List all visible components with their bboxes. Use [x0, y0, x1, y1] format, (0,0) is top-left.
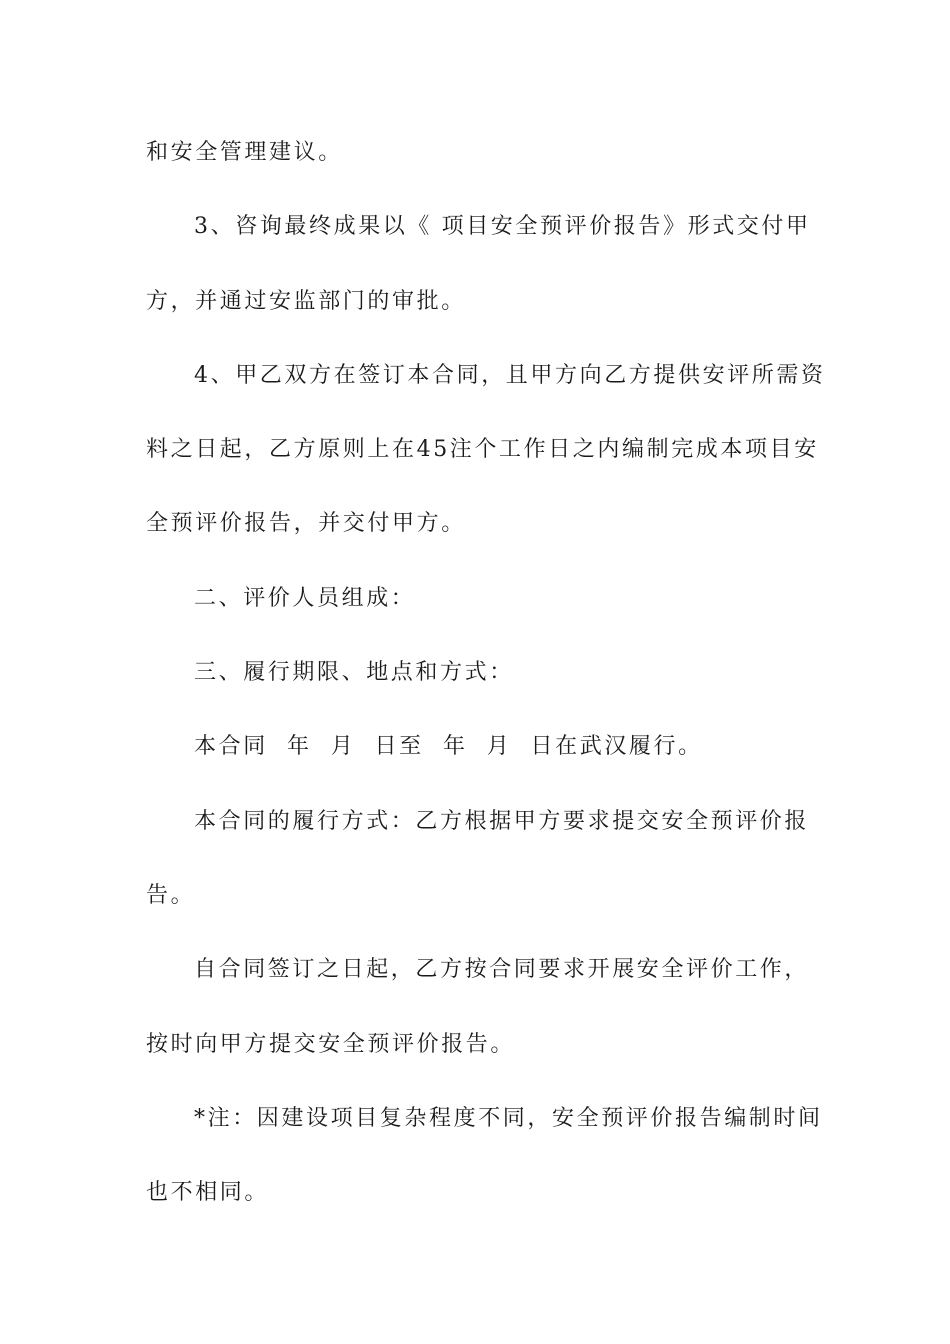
text-line: 方，并通过安监部门的审批。: [146, 289, 466, 314]
note-line: 也不相同。: [146, 1180, 270, 1205]
text-line: 全预评价报告，并交付甲方。: [146, 511, 466, 536]
text-line: 告。: [146, 883, 196, 908]
text-line: 料之日起，乙方原则上在45注个工作日之内编制完成本项目安: [146, 437, 819, 462]
text-line: 和安全管理建议。: [146, 140, 343, 165]
text-line: 3、咨询最终成果以《 项目安全预评价报告》形式交付甲: [194, 214, 811, 239]
section-heading: 二、评价人员组成：: [194, 586, 416, 611]
note-line: *注：因建设项目复杂程度不同，安全预评价报告编制时间: [194, 1106, 823, 1131]
text-line: 自合同签订之日起，乙方按合同要求开展安全评价工作，: [194, 957, 810, 982]
text-line: 4、甲乙双方在签订本合同，且甲方向乙方提供安评所需资: [194, 363, 826, 388]
text-line: 本合同的履行方式：乙方根据甲方要求提交安全预评价报: [194, 809, 810, 834]
text-line: 本合同 年 月 日至 年 月 日在武汉履行。: [194, 734, 703, 759]
section-heading: 三、履行期限、地点和方式：: [194, 660, 514, 685]
text-line: 按时向甲方提交安全预评价报告。: [146, 1032, 516, 1057]
